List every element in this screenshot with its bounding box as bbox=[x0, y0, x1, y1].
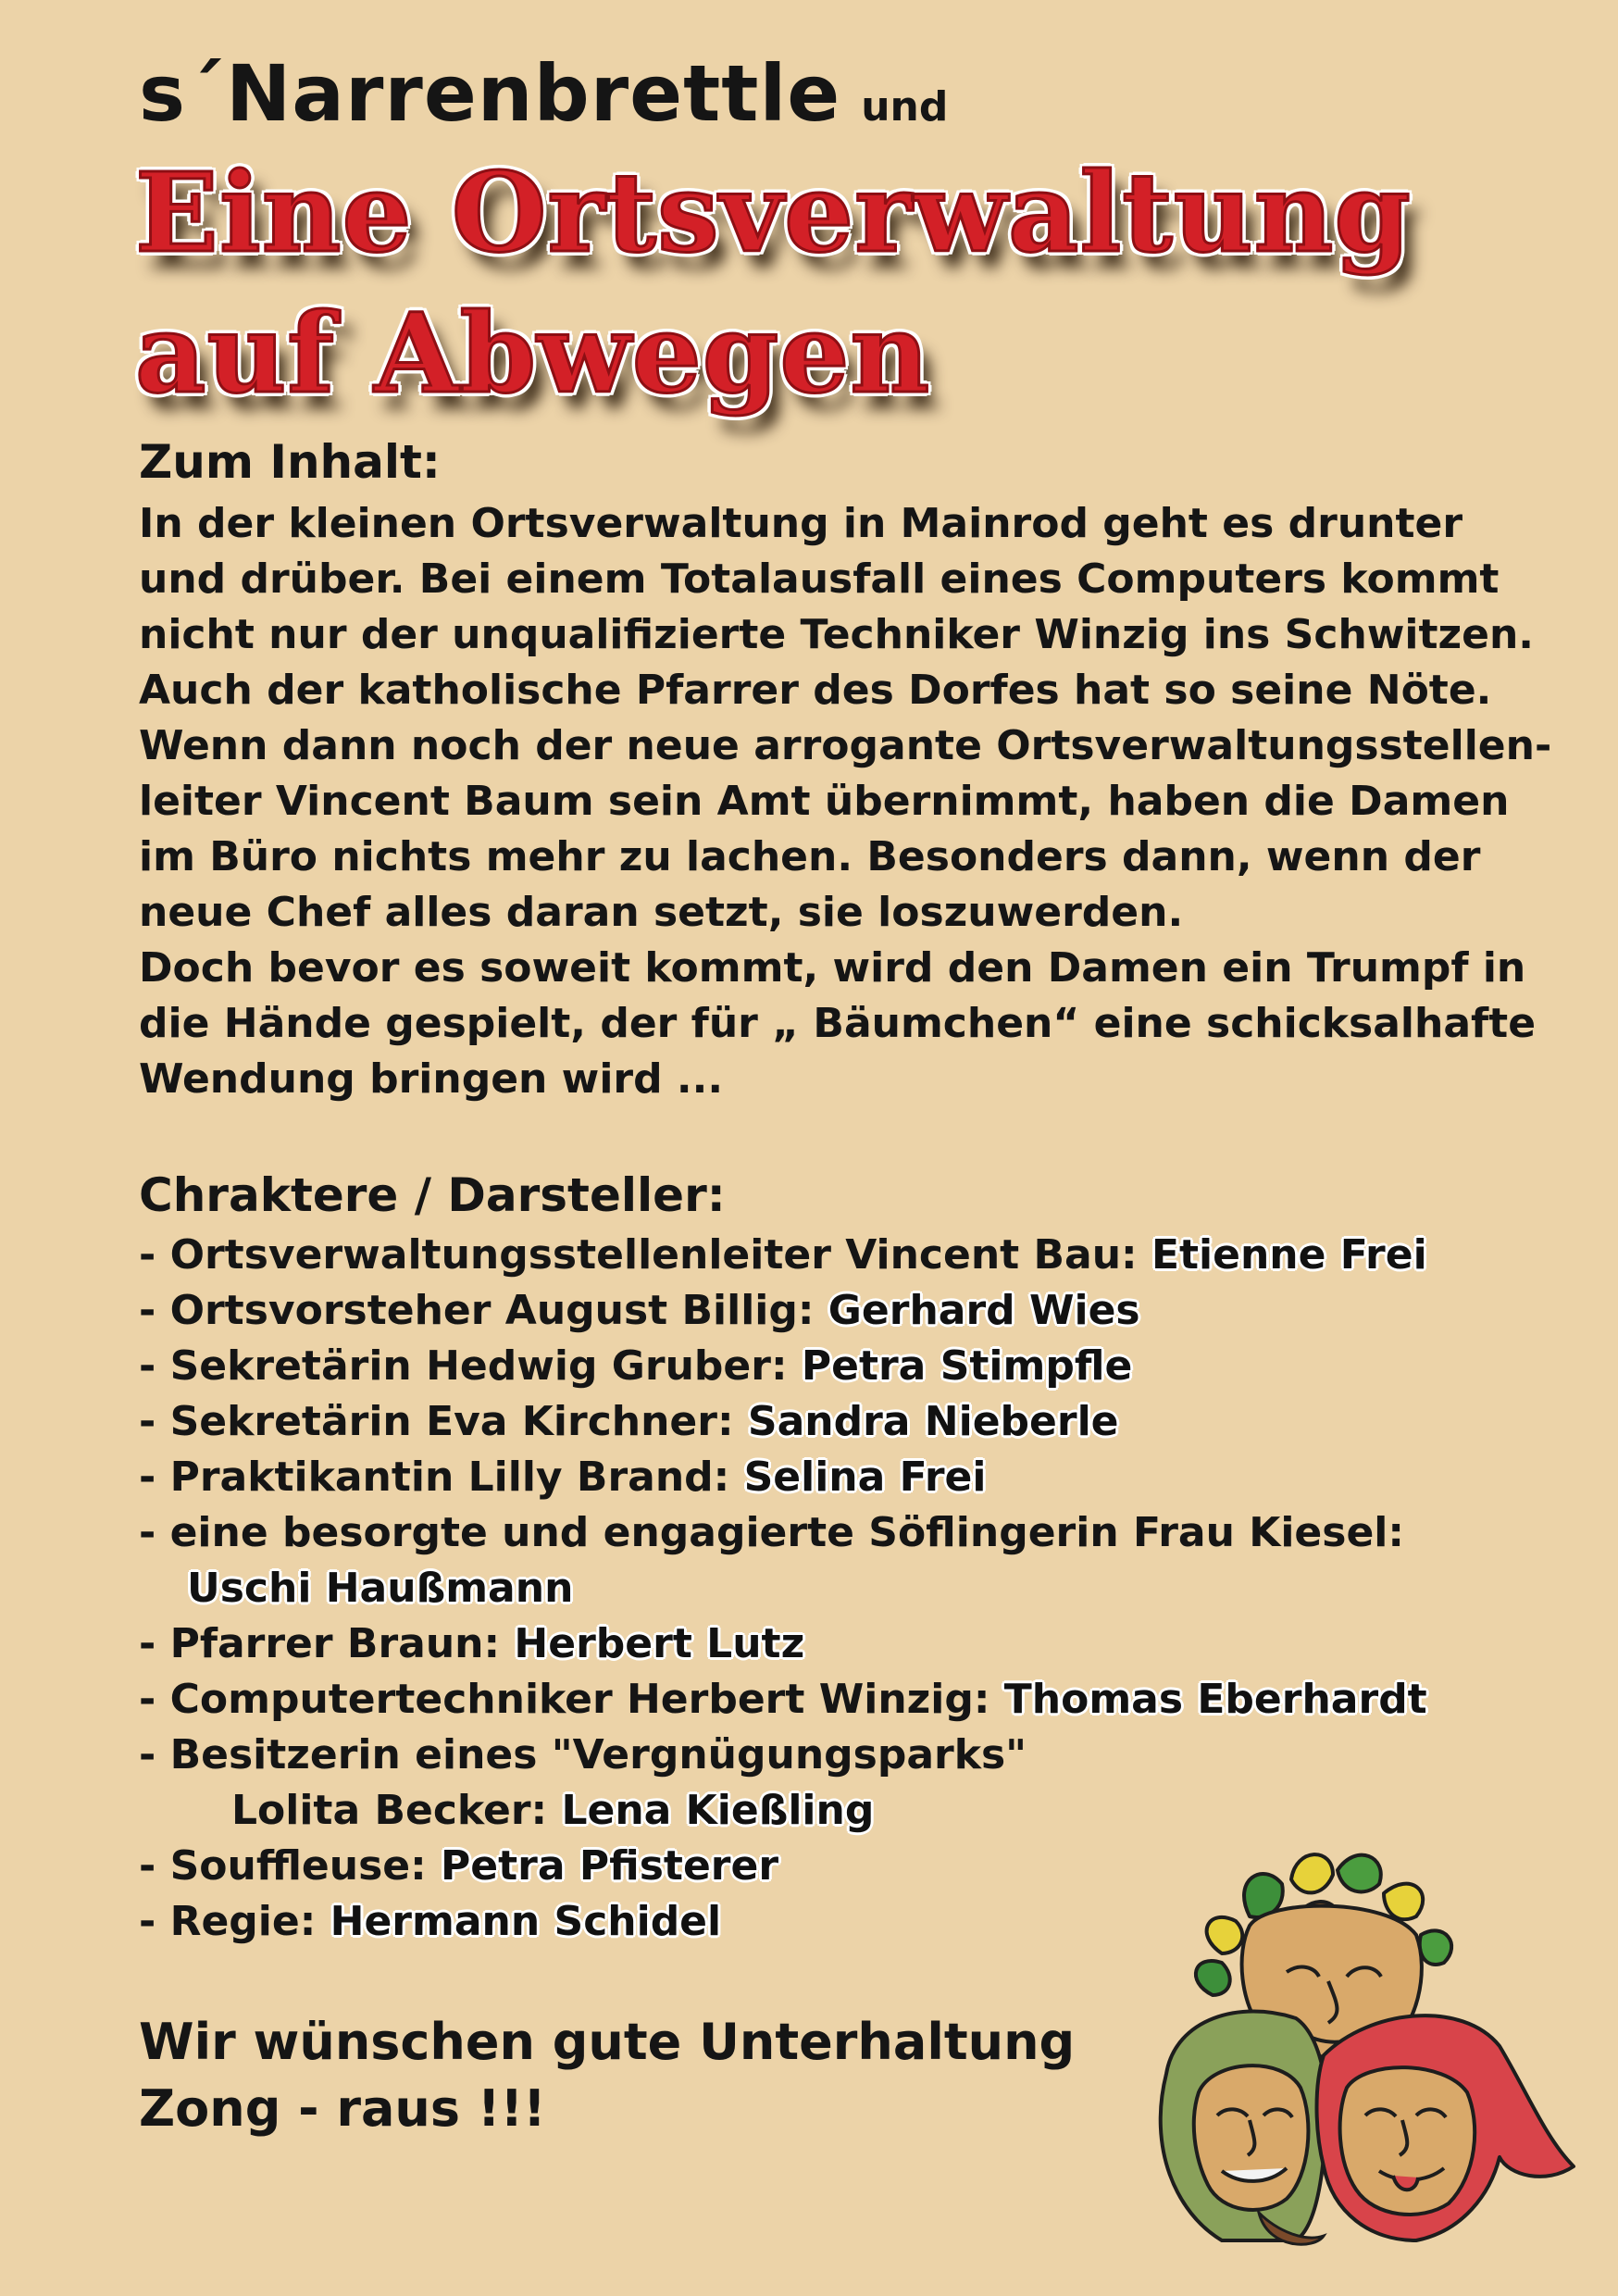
cast-role: - Pfarrer Braun: bbox=[139, 1620, 515, 1667]
brand-name: s´Narrenbrettle bbox=[139, 48, 841, 139]
summary-line: die Hände gespielt, der für „ Bäumchen“ eine schicksalhafte bbox=[139, 1000, 1537, 1047]
cast-role: - Ortsverwaltungsstellenleiter Vincent Bau: bbox=[139, 1231, 1151, 1279]
cast-actor: Petra Pfisterer bbox=[441, 1842, 779, 1890]
summary-line: leiter Vincent Baum sein Amt übernimmt, haben die Damen bbox=[139, 778, 1510, 825]
cast-row bbox=[139, 1728, 1427, 1783]
cast-actor: Sandra Nieberle bbox=[747, 1398, 1119, 1445]
closing-line-2: Zong - raus !!! bbox=[139, 2079, 546, 2138]
title-line-1: Eine Ortsverwaltung bbox=[135, 148, 1412, 277]
cast-actor: Petra Stimpfle bbox=[801, 1342, 1133, 1390]
cast-actor: Herbert Lutz bbox=[514, 1620, 805, 1667]
summary-line: Wenn dann noch der neue arrogante Ortsverwaltungsstellen- bbox=[139, 722, 1552, 769]
cast-row bbox=[139, 1505, 1427, 1561]
cast-row bbox=[139, 1672, 1427, 1728]
summary-line: Doch bevor es soweit kommt, wird den Damen ein Trumpf in bbox=[139, 944, 1526, 992]
summary-line: Auch der katholische Pfarrer des Dorfes hat so seine Nöte. bbox=[139, 667, 1492, 714]
summary-line: neue Chef alles daran setzt, sie loszuwerden. bbox=[139, 889, 1184, 936]
summary-line: und drüber. Bei einem Totalausfall eines Computers kommt bbox=[139, 555, 1500, 603]
summary-line: im Büro nichts mehr zu lachen. Besonders dann, wenn der bbox=[139, 833, 1481, 880]
cast-role: - Ortsvorsteher August Billig: bbox=[139, 1287, 828, 1334]
cast-role: - Sekretärin Hedwig Gruber: bbox=[139, 1342, 802, 1390]
cast-role: Lolita Becker: bbox=[231, 1787, 562, 1834]
left-mask-face bbox=[1194, 2065, 1309, 2210]
summary-line: In der kleinen Ortsverwaltung in Mainrod geht es drunter bbox=[139, 500, 1463, 547]
cast-role: - Regie: bbox=[139, 1898, 330, 1945]
carnival-masks-illustration bbox=[1111, 1842, 1592, 2250]
cast-heading: Chraktere / Darsteller: bbox=[139, 1168, 726, 1222]
cast-role: - eine besorgte und engagierte Söflingerin Frau Kiesel: bbox=[139, 1509, 1404, 1556]
cast-row bbox=[139, 1616, 1427, 1672]
summary-paragraph bbox=[139, 496, 1583, 1107]
cast-row bbox=[139, 1394, 1427, 1450]
summary-line: Wendung bringen wird ... bbox=[139, 1055, 724, 1103]
cast-list bbox=[139, 1228, 1427, 1950]
header-conjunction: und bbox=[861, 83, 949, 131]
cast-role: - Sekretärin Eva Kirchner: bbox=[139, 1398, 748, 1445]
cast-actor: Selina Frei bbox=[743, 1454, 987, 1501]
cast-role: - Computertechniker Herbert Winzig: bbox=[139, 1676, 1004, 1723]
closing-line-1: Wir wünschen gute Unterhaltung bbox=[139, 2013, 1076, 2071]
header-line bbox=[139, 48, 948, 139]
right-mask-face bbox=[1340, 2067, 1475, 2215]
cast-actor: Uschi Haußmann bbox=[187, 1565, 574, 1612]
cast-actor: Etienne Frei bbox=[1151, 1231, 1427, 1279]
summary-heading: Zum Inhalt: bbox=[139, 435, 441, 489]
cast-row bbox=[139, 1450, 1427, 1505]
cast-role: - Souffleuse: bbox=[139, 1842, 442, 1890]
cast-role: - Praktikantin Lilly Brand: bbox=[139, 1454, 744, 1501]
cast-row bbox=[139, 1339, 1427, 1394]
cast-actor: Lena Kießling bbox=[561, 1787, 875, 1834]
cast-row bbox=[139, 1228, 1427, 1283]
cast-actor: Thomas Eberhardt bbox=[1003, 1676, 1427, 1723]
cast-row bbox=[139, 1783, 1427, 1839]
cast-role: - Besitzerin eines "Vergnügungsparks" bbox=[139, 1731, 1027, 1778]
cast-row bbox=[139, 1283, 1427, 1339]
closing-text bbox=[139, 2009, 1075, 2142]
cast-actor: Hermann Schidel bbox=[330, 1898, 722, 1945]
title-line-2: auf Abwegen bbox=[135, 289, 931, 418]
summary-line: nicht nur der unqualifizierte Techniker Winzig ins Schwitzen. bbox=[139, 611, 1535, 658]
cast-actor: Gerhard Wies bbox=[828, 1287, 1140, 1334]
cast-row bbox=[139, 1561, 1427, 1616]
